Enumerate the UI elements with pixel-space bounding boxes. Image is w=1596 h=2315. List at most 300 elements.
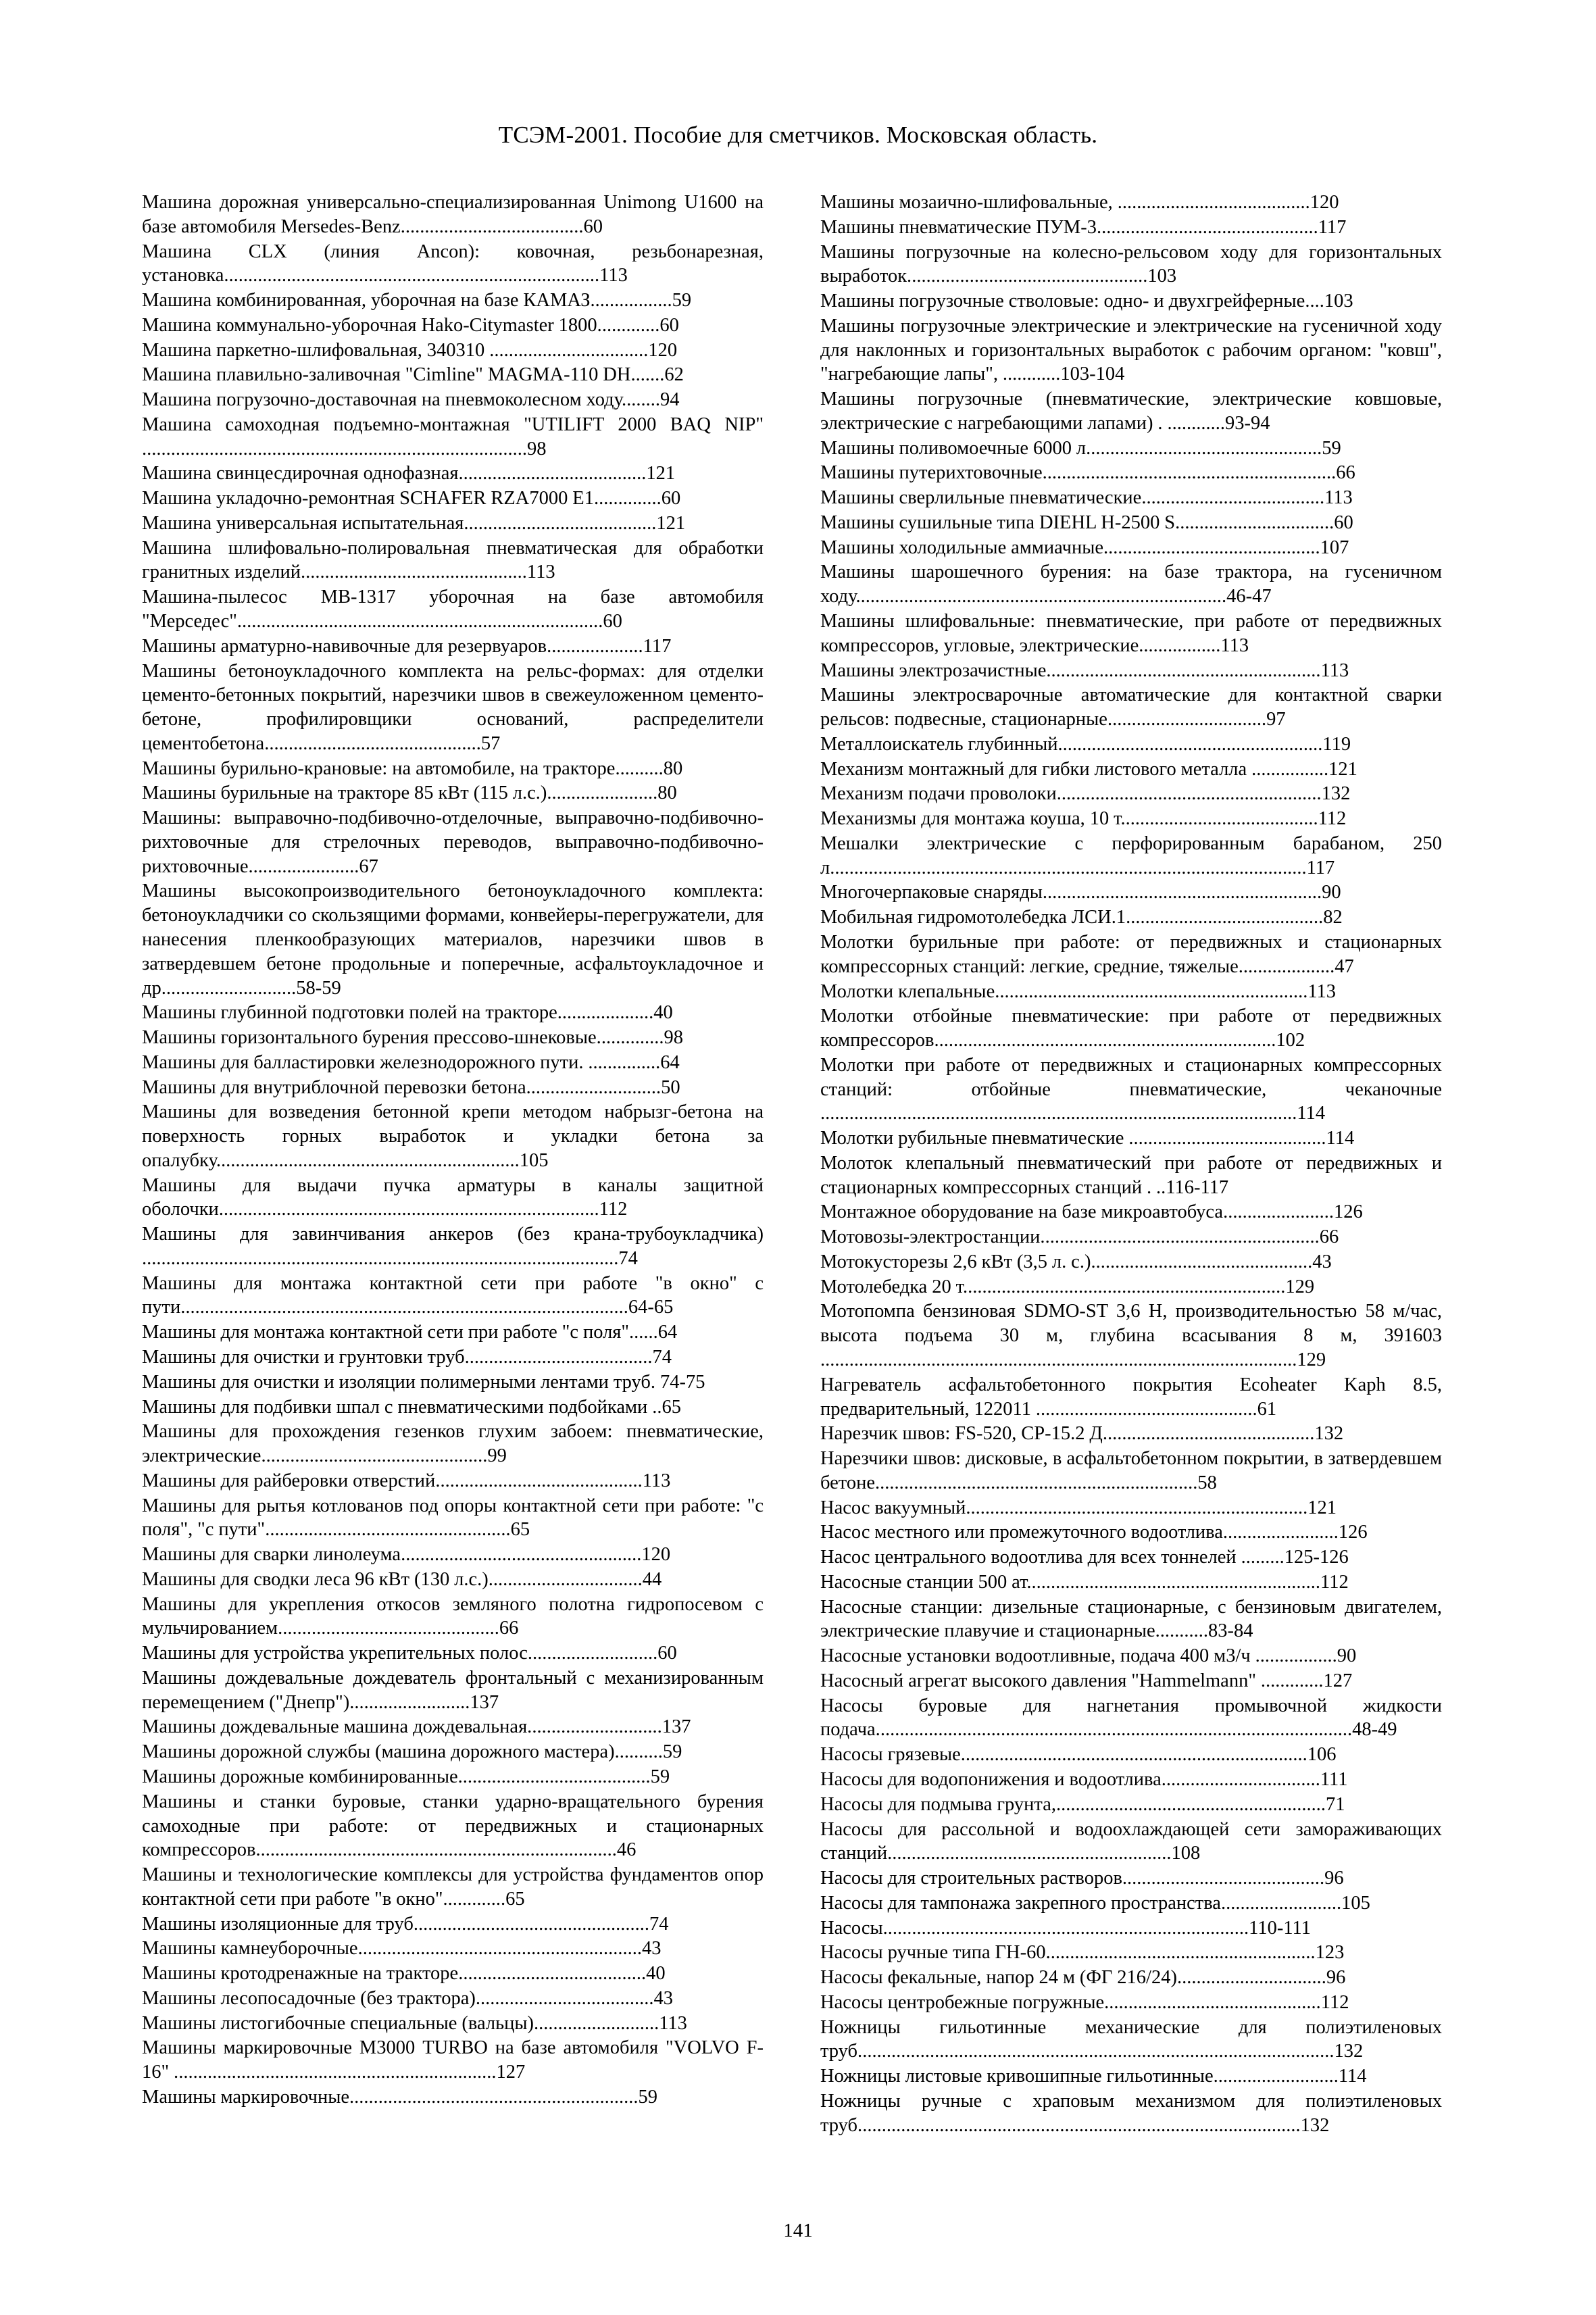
index-entry-leader: ................................. — [1175, 512, 1335, 533]
index-entry-leader: ................................. — [1107, 709, 1267, 730]
index-entry — [820, 1916, 1442, 1941]
index-entry — [820, 1768, 1442, 1792]
index-entry-page: 116-117 — [1166, 1176, 1229, 1198]
index-entry-page: 74 — [618, 1247, 638, 1269]
index-entry — [142, 487, 764, 511]
index-entry-leader: .............................................. — [1091, 1251, 1313, 1272]
index-entry-leader: ....................................................... — [1050, 1942, 1316, 1964]
index-entry-text: Машины кротодренажные на тракторе. — [142, 1963, 464, 1985]
index-entry — [820, 905, 1442, 930]
index-entry-text: Машина CLX (линия Ancon): ковочная, резьбонарезная, установка — [142, 241, 768, 287]
index-entry — [142, 879, 768, 1000]
index-entry-leader: .......................................................... — [362, 1938, 642, 1960]
index-entry — [142, 781, 764, 805]
index-entry — [820, 1126, 1442, 1151]
index-entry-leader: .............. — [593, 488, 662, 509]
index-entry-text: Машины сверлильные пневматические — [820, 487, 1142, 509]
index-entry-text: Молоток клепальный пневматический при работе от передвижных и стационарных компрессорных станций . — [820, 1152, 1447, 1198]
index-entry-page: 44 — [642, 1568, 662, 1590]
index-entry-leader: ........................... — [532, 1716, 662, 1738]
index-entry-text: Машины для выдачи пучка арматуры в каналы защитной оболочки. — [142, 1174, 768, 1220]
index-entry — [820, 832, 1447, 880]
index-entry-text: Машины для монтажа контактной сети при работе "в окно" с пути — [142, 1272, 768, 1318]
index-entry-text: Машины для укрепления откосов земляного полотна гидропосевом с мульчированием — [142, 1593, 768, 1639]
index-entry-leader: ....................................................... — [1057, 733, 1323, 755]
index-entry-text: Насосные станции 500 ат — [820, 1571, 1027, 1593]
index-entry-text: Машины для райберовки отверстий — [142, 1470, 436, 1491]
index-entry-page: 127 — [496, 2062, 526, 2083]
index-entry-text: Машины глубинной подготовки полей на тракторе. — [142, 1002, 562, 1024]
index-entry-leader: .................................................................................................. — [880, 1719, 1353, 1741]
index-entry-text: Мотопомпа бензиновая SDMO-ST 3,6 Н, производительностью 58 м/час, высота подъема 30 м, глубина всасывания 8 м, 391603 . — [820, 1301, 1447, 1370]
index-entry-leader: ........................................... — [1107, 1423, 1315, 1445]
index-entry-text: Машины пневматические ПУМ-3. — [820, 216, 1102, 238]
index-entry — [142, 2012, 764, 2036]
index-entry-text: Машины для сварки линолеума — [142, 1544, 401, 1566]
index-entry — [142, 1272, 768, 1320]
index-entry-leader: .................................................................. — [968, 1276, 1286, 1297]
index-entry — [820, 1053, 1447, 1126]
index-entry-page: 90 — [1337, 1645, 1357, 1667]
index-entry-leader: ....................... — [1228, 1522, 1339, 1543]
index-entry-leader: ........................... — [530, 1076, 662, 1098]
index-entry-page: 74-75 — [659, 1371, 705, 1393]
index-entry-text: Машины для прохождения гезенков глухим забоем: пневматические, электрические. — [142, 1421, 768, 1467]
index-entry-text: Нагреватель асфальтобетонного покрытия Ecoheater Kaph 8.5, предварительный, 122011 . — [820, 1374, 1447, 1420]
index-entry-page: 59 — [1322, 437, 1341, 459]
index-entry-text: Машины сушильные типа DIEHL H-2500 S — [820, 512, 1176, 533]
index-entry — [142, 388, 764, 412]
index-entry — [142, 339, 764, 363]
index-entry-text: Металлоискатель глубинный — [820, 733, 1058, 755]
index-entry-leader: ............... — [588, 1051, 661, 1073]
index-entry-page: 117 — [643, 635, 672, 657]
index-entry — [142, 1593, 768, 1641]
index-entry-leader: .. — [1156, 1176, 1166, 1198]
index-entry-page: 98 — [527, 438, 547, 459]
index-entry — [142, 413, 768, 462]
index-entry — [142, 1765, 764, 1789]
index-entry — [142, 634, 764, 659]
index-entry-text: Мотовозы-электростанции. — [820, 1226, 1045, 1248]
index-entry — [142, 314, 764, 338]
index-entry-page: 132 — [1314, 1423, 1344, 1445]
index-entry — [142, 1568, 764, 1592]
index-entry-text: Машины погрузочные на колесно-рельсовом ходу для горизонтальных выработок. — [820, 241, 1447, 287]
index-entry-text: Машины для монтажа контактной сети при работе "с поля" — [142, 1322, 630, 1343]
index-entry-text: Машина самоходная подъемно-монтажная "UTILIFT 2000 BAQ NIP" . — [142, 414, 768, 459]
index-entry — [820, 880, 1442, 905]
index-entry-text: Машины для очистки и изоляции полимерными лентами труб. — [142, 1371, 656, 1393]
index-entry-page: 103-104 — [1060, 364, 1125, 385]
index-entry-leader: ................................................... — [265, 1519, 511, 1541]
index-entry — [142, 1666, 768, 1715]
index-entry-page: 96 — [1324, 1868, 1344, 1889]
index-entry-leader: .............................................. — [305, 562, 527, 583]
index-entry-text: Машины для сводки леса 96 кВт (130 л.с.) — [142, 1568, 489, 1590]
index-entry-leader: ......................................................... — [1045, 1226, 1320, 1248]
index-entry-leader: ....................... — [547, 782, 658, 804]
index-entry — [820, 1225, 1442, 1249]
index-entry-text: Молотки клепальные. — [820, 980, 1000, 1002]
index-entry-leader: ....................................... — [462, 1766, 651, 1787]
index-entry-leader: ...... — [629, 1322, 658, 1343]
index-entry-text: Насосы фекальные, напор 24 м (ФГ 216/24) — [820, 1967, 1177, 1989]
index-entry-leader: ...................... — [253, 855, 359, 877]
index-entry — [142, 1863, 768, 1912]
index-entry-page: 93-94 — [1224, 412, 1270, 434]
index-entry-leader: .... — [1305, 291, 1324, 312]
index-entry-page: 65 — [505, 1888, 525, 1910]
index-entry-text: Машины бетоноукладочного комплекта на рельс-формах: для отделки цементо-бетонных покрытий, нарезчики швов в свежеуложенном цементо-бетоне, профилировщики оснований, распределители цементобетона — [142, 660, 768, 754]
index-entry — [142, 240, 768, 289]
index-entry-leader: .......... — [614, 1741, 663, 1763]
index-entry — [142, 1076, 764, 1100]
index-entry-text: Ножницы листовые кривошипные гильотинные. — [820, 2066, 1218, 2087]
index-entry-text: Машины маркировочные. — [142, 2086, 355, 2108]
index-entry-page: 113 — [659, 2012, 687, 2034]
index-entry-page: 110-111 — [1249, 1917, 1311, 1939]
index-entry-leader: ............................................................. — [1042, 462, 1337, 484]
index-entry-leader: ....................................... — [464, 1346, 653, 1368]
index-entry-leader: ....................................... — [468, 512, 657, 534]
index-entry — [142, 806, 764, 878]
index-entry — [820, 1373, 1447, 1422]
index-entry-leader: ................. — [590, 290, 672, 312]
index-entry — [142, 1641, 764, 1666]
index-entry — [142, 363, 764, 387]
index-entry-page: 112 — [1320, 1991, 1349, 2013]
index-entry — [820, 1520, 1442, 1545]
index-entry-page: 94 — [660, 389, 680, 411]
index-entry — [820, 511, 1442, 535]
index-entry-page: 114 — [1338, 2066, 1367, 2087]
index-entry — [820, 1570, 1442, 1595]
index-entry-text: Машины путерихтовочные — [820, 462, 1043, 484]
index-entry — [820, 536, 1442, 560]
index-entry-page: 120 — [641, 1544, 671, 1566]
index-entry-page: 71 — [1325, 1793, 1345, 1815]
index-entry — [142, 1790, 768, 1862]
index-entry — [142, 512, 764, 536]
index-entry-leader: ........................................................... — [887, 1843, 1172, 1864]
index-entry — [142, 289, 764, 313]
index-entry-page: 60 — [1334, 512, 1353, 533]
index-entry-page: 43 — [1312, 1251, 1332, 1272]
index-entry — [820, 2064, 1442, 2089]
index-entry-page: 123 — [1315, 1942, 1345, 1964]
index-entry-text: Насосы для строительных растворов — [820, 1868, 1122, 1889]
index-entry-leader: ............. — [601, 1027, 664, 1049]
index-entry-leader: ...................................... — [400, 216, 584, 237]
index-entry-leader: ......................... — [1220, 1892, 1342, 1914]
index-entry-page: 59 — [650, 1766, 670, 1787]
index-entry-page: 132 — [1334, 2041, 1364, 2062]
index-entry-leader: .................................................................................................. — [825, 1103, 1297, 1124]
index-entry-page: 65 — [510, 1519, 530, 1541]
index-column-left — [142, 191, 768, 2110]
index-entry-text: Машины лесопосадочные (без трактора) — [142, 1987, 476, 2009]
index-entry-page: 105 — [519, 1149, 549, 1171]
index-entry-leader: ......................................... — [1126, 907, 1324, 928]
index-entry-page: 126 — [1333, 1201, 1363, 1223]
index-entry-text: Машины горизонтального бурения прессово-шнековые. — [142, 1027, 601, 1049]
index-entry-leader: ................................................. — [1086, 437, 1322, 459]
index-entry-text: Насосы для рассольной и водоохлаждающей сети замораживающих станций — [820, 1818, 1447, 1864]
index-entry — [820, 609, 1447, 658]
index-entry — [142, 1962, 764, 1986]
index-entry-leader: .......... — [615, 757, 664, 779]
index-entry-text: Насос центрального водоотлива для всех тоннелей — [820, 1547, 1241, 1568]
index-entry — [820, 387, 1447, 436]
index-entry — [820, 241, 1447, 289]
index-entry-page: 40 — [653, 1002, 673, 1024]
index-entry-leader: ........................................................... — [354, 2086, 639, 2108]
index-entry-leader: ........ — [622, 389, 661, 411]
index-entry-leader: ....................................................... — [1061, 1793, 1326, 1815]
index-entry-text: Машины и технологические комплексы для устройства фундаментов опор контактной сети при работе "в окно". — [142, 1864, 768, 1910]
index-entry-leader: .. — [652, 1396, 662, 1418]
index-entry-leader: ............................................. — [1101, 216, 1318, 238]
index-entry-leader: ................... — [1243, 955, 1335, 977]
index-entry-page: 64 — [660, 1051, 680, 1073]
index-entry-leader: ................................................. — [912, 266, 1148, 287]
index-entry — [142, 585, 768, 634]
index-entry-text: Мотокусторезы 2,6 кВт (3,5 л. с.) — [820, 1251, 1091, 1272]
index-entry-leader: ....................................................................... — [965, 1744, 1307, 1766]
index-entry-leader: .................................................................. — [178, 2062, 497, 2083]
index-entry-text: Машины шлифовальные: пневматические, при работе от передвижных компрессоров, угловые, электрические — [820, 611, 1447, 656]
index-entry — [820, 1545, 1442, 1570]
index-entry-leader: ............ — [601, 314, 660, 336]
index-entry — [820, 1793, 1442, 1817]
index-entry-page: 102 — [1276, 1030, 1305, 1051]
index-entry-text: Насосные станции: дизельные стационарные, с бензиновым двигателем, электрические плавучие и стационарные — [820, 1596, 1447, 1642]
index-entry — [820, 216, 1442, 240]
index-entry — [142, 1937, 764, 1961]
index-entry — [820, 1447, 1447, 1495]
index-entry — [820, 807, 1442, 831]
index-entry-page: 59 — [638, 2086, 658, 2108]
index-entry-leader: .................... — [547, 635, 643, 657]
index-entry-page: 121 — [656, 512, 686, 534]
index-entry-leader: ....................................................... — [1056, 783, 1322, 805]
index-entry-leader: ............ — [1002, 364, 1061, 385]
index-entry-page: 48-49 — [1352, 1719, 1397, 1741]
index-entry — [142, 1912, 764, 1937]
index-entry-text: Машины бурильные на тракторе 85 кВт (115 л.с.) — [142, 782, 547, 804]
index-entry — [142, 2085, 764, 2110]
index-entry-text: Насосы буровые для нагнетания промывочной жидкости подача. — [820, 1695, 1447, 1741]
index-entry-page: 90 — [1322, 882, 1341, 903]
index-entry — [820, 732, 1442, 757]
index-entry — [820, 782, 1442, 806]
index-entry-text: Монтажное оборудование на базе микроавтобуса. — [820, 1201, 1228, 1223]
index-entry-page: 137 — [662, 1716, 691, 1738]
index-entry — [820, 1891, 1442, 1916]
index-entry-leader: ...................................... — [1141, 487, 1325, 509]
index-entry-text: Машины для устройства укрепительных полос. — [142, 1643, 532, 1664]
index-entry-leader: ........................................................................................... — [862, 2114, 1301, 2136]
index-entry — [142, 1543, 764, 1567]
index-entry-leader: ........................................................................... — [887, 1917, 1249, 1939]
index-entry-leader: ............. — [1260, 1670, 1324, 1691]
index-entry-page: 112 — [1318, 808, 1347, 830]
index-entry-text: Машины шарошечного бурения: на базе трактора, на гусеничном ходу — [820, 562, 1447, 607]
index-entry-leader: ............ — [447, 1888, 506, 1910]
index-entry-leader: ................ — [1251, 758, 1329, 780]
index-entry-page: 113 — [1220, 634, 1249, 656]
index-entry-page: 107 — [1320, 537, 1349, 558]
index-entry-leader: .......................... — [532, 1643, 658, 1664]
index-entry-page: 60 — [657, 1643, 677, 1664]
index-entry — [142, 757, 764, 781]
index-entry-page: 129 — [1297, 1349, 1326, 1370]
index-entry-leader: ................. — [1139, 634, 1221, 656]
index-entry — [142, 2036, 764, 2085]
index-entry-page: 62 — [664, 364, 684, 386]
index-entry-page: 119 — [1322, 733, 1351, 755]
index-entry-page: 117 — [1318, 216, 1347, 238]
index-entry — [142, 1001, 764, 1025]
index-entry — [820, 1250, 1442, 1274]
index-entry — [820, 314, 1447, 387]
index-entry — [820, 1200, 1442, 1224]
index-entry-text: Машины изоляционные для труб — [142, 1913, 414, 1935]
index-entry-page: 132 — [1321, 783, 1351, 805]
index-entry-page: 112 — [599, 1199, 628, 1220]
index-entry — [142, 1051, 764, 1075]
index-entry-leader: .......................................................................... — [260, 1839, 617, 1861]
index-entry-text: Машина шлифовально-полировальная пневматическая для обработки гранитных изделий. — [142, 537, 768, 583]
index-columns — [142, 191, 1454, 2138]
index-entry-page: 121 — [1328, 758, 1357, 780]
index-entry-text: Машины поливомоечные 6000 л — [820, 437, 1087, 459]
index-entry-text: Мобильная гидромотолебедка ЛСИ.1 — [820, 907, 1126, 928]
index-entry-page: 117 — [1306, 857, 1335, 878]
index-entry-leader: ......................................................... — [1047, 882, 1322, 903]
index-entry-text: Машины листогибочные специальные (вальцы). — [142, 2012, 539, 2034]
index-entry-text: Насосы ручные типа ГН-60. — [820, 1942, 1051, 1964]
index-entry — [820, 2016, 1447, 2064]
index-entry-page: 66 — [1319, 1226, 1339, 1248]
index-entry-text: Машины холодильные аммиачные. — [820, 537, 1109, 558]
index-entry — [142, 1174, 768, 1222]
index-entry — [142, 1370, 764, 1395]
index-entry — [820, 659, 1442, 683]
index-entry-page: 60 — [659, 314, 679, 336]
index-entry-page: 99 — [487, 1445, 507, 1467]
index-entry-leader: ......................... — [539, 2012, 659, 2034]
index-entry-leader: ................................ — [488, 1568, 643, 1590]
index-entry-text: Насосы для подмыва грунта,. — [820, 1793, 1062, 1815]
index-entry-text: Машины для внутриблочной перевозки бетона. — [142, 1076, 531, 1098]
index-entry — [142, 537, 768, 585]
index-entry-page: 80 — [657, 782, 677, 804]
index-entry — [142, 1494, 768, 1543]
index-entry-text: Машины: выправочно-подбивочно-отделочные, выправочно-подбивочно-рихтовочные для стрелочных переводов, выправочно-подбивочно-рихтовочные. — [142, 807, 764, 877]
index-entry-text: Насосы для водопонижения и водоотлива. — [820, 1769, 1166, 1790]
index-entry — [142, 659, 768, 756]
index-entry — [820, 1743, 1442, 1767]
index-entry-text: Насосы для тампонажа закрепного пространства — [820, 1892, 1221, 1914]
index-entry-text: Насосы центробежные погружные — [820, 1991, 1105, 2013]
index-entry — [142, 1320, 764, 1345]
index-entry-text: Машины маркировочные М3000 TURBO на базе автомобиля "VOLVO F-16" . — [142, 2037, 764, 2083]
index-entry — [142, 1395, 764, 1420]
index-entry-page: 59 — [672, 290, 692, 312]
index-entry-leader: ............................................................................................. — [180, 1297, 628, 1318]
index-entry-text: Насосы грязевые. — [820, 1744, 966, 1766]
index-entry-leader: ........................................... — [435, 1470, 643, 1491]
index-entry-leader: ................................ — [494, 339, 649, 361]
index-entry — [820, 980, 1442, 1004]
index-entry-page: 57 — [480, 732, 501, 754]
index-entry-text: Нарезчик швов: FS-520, СР-15.2 Д. — [820, 1423, 1107, 1445]
index-entry-text: Машина паркетно-шлифовальная, 340310 . — [142, 339, 495, 361]
index-entry — [820, 683, 1447, 732]
index-entry-page: 132 — [1300, 2114, 1330, 2136]
index-entry-text: Ножницы гильотинные механические для полиэтиленовых труб. — [820, 2016, 1447, 2062]
index-entry-text: Машины электрозачистные — [820, 659, 1047, 681]
index-entry-page: 121 — [646, 463, 676, 484]
index-entry-page: 103 — [1324, 291, 1353, 312]
index-entry-leader: ............................................. — [1104, 1991, 1321, 2013]
index-entry — [142, 462, 764, 486]
index-entry-page: 50 — [661, 1076, 680, 1098]
index-entry-text: Мотолебедка 20 т. — [820, 1276, 968, 1297]
index-entry — [820, 2089, 1447, 2138]
index-entry-leader: ....................................... — [458, 463, 647, 484]
index-entry-leader: .............................................. — [266, 1445, 488, 1467]
index-entry-leader: ....................................................................... — [966, 1497, 1308, 1518]
index-entry-text: Насосный агрегат высокого давления "Hammelmann" — [820, 1670, 1261, 1691]
index-entry-text: Машины электросварочные автоматические для контактной сварки рельсов: подвесные, стационарные — [820, 684, 1447, 730]
index-entry — [142, 1469, 764, 1493]
index-entry-leader: ........... — [1155, 1620, 1209, 1642]
index-entry — [142, 191, 768, 239]
index-entry-page: 98 — [664, 1027, 683, 1049]
index-entry-page: 106 — [1307, 1744, 1337, 1766]
index-entry-text: Механизмы для монтажа коуша, 10 т — [820, 808, 1121, 830]
page-title: ТСЭМ-2001. Пособие для сметчиков. Московская область. — [498, 122, 1098, 148]
index-entry-leader: .............................................. — [278, 1618, 499, 1639]
index-entry-page: 113 — [599, 265, 628, 287]
index-entry-page: 103 — [1147, 266, 1177, 287]
index-entry-leader: ...................... — [1228, 1201, 1334, 1223]
index-entry-leader: ......... — [1241, 1547, 1285, 1568]
index-entry-page: 64-65 — [628, 1297, 674, 1318]
index-entry-page: 74 — [649, 1913, 669, 1935]
index-entry-leader: ............................................. — [1041, 1398, 1257, 1420]
index-entry-page: 46 — [616, 1839, 637, 1861]
index-entry-leader: .................................................. — [401, 1544, 642, 1566]
index-entry-text: Машины погрузочные электрические и электрические на гусеничной ходу для наклонных и горизонтальных выработок с рабочим органом: "ковш", "нагребающие лапы", — [820, 315, 1447, 385]
index-entry-page: 126 — [1338, 1522, 1368, 1543]
index-entry-leader: .................................................................................................. — [147, 1247, 619, 1269]
index-entry-page: 66 — [1336, 462, 1355, 484]
index-entry-text: Машина плавильно-заливочная "Cimline" MAGMA-110 DH — [142, 364, 631, 386]
index-entry — [820, 461, 1442, 485]
index-entry-text: Нарезчики швов: дисковые, в асфальтобетонном покрытии, в затвердевшем бетоне — [820, 1448, 1447, 1493]
index-entry — [820, 560, 1447, 609]
index-entry-leader: ................................ — [1166, 1769, 1320, 1790]
index-entry-text: Машины бурильно-крановые: на автомобиле, на тракторе — [142, 757, 616, 779]
index-entry-leader: ................................................................... — [875, 1472, 1198, 1493]
index-entry-leader: ......................................... — [1128, 1128, 1326, 1149]
index-entry — [820, 289, 1442, 314]
index-entry — [820, 930, 1447, 979]
